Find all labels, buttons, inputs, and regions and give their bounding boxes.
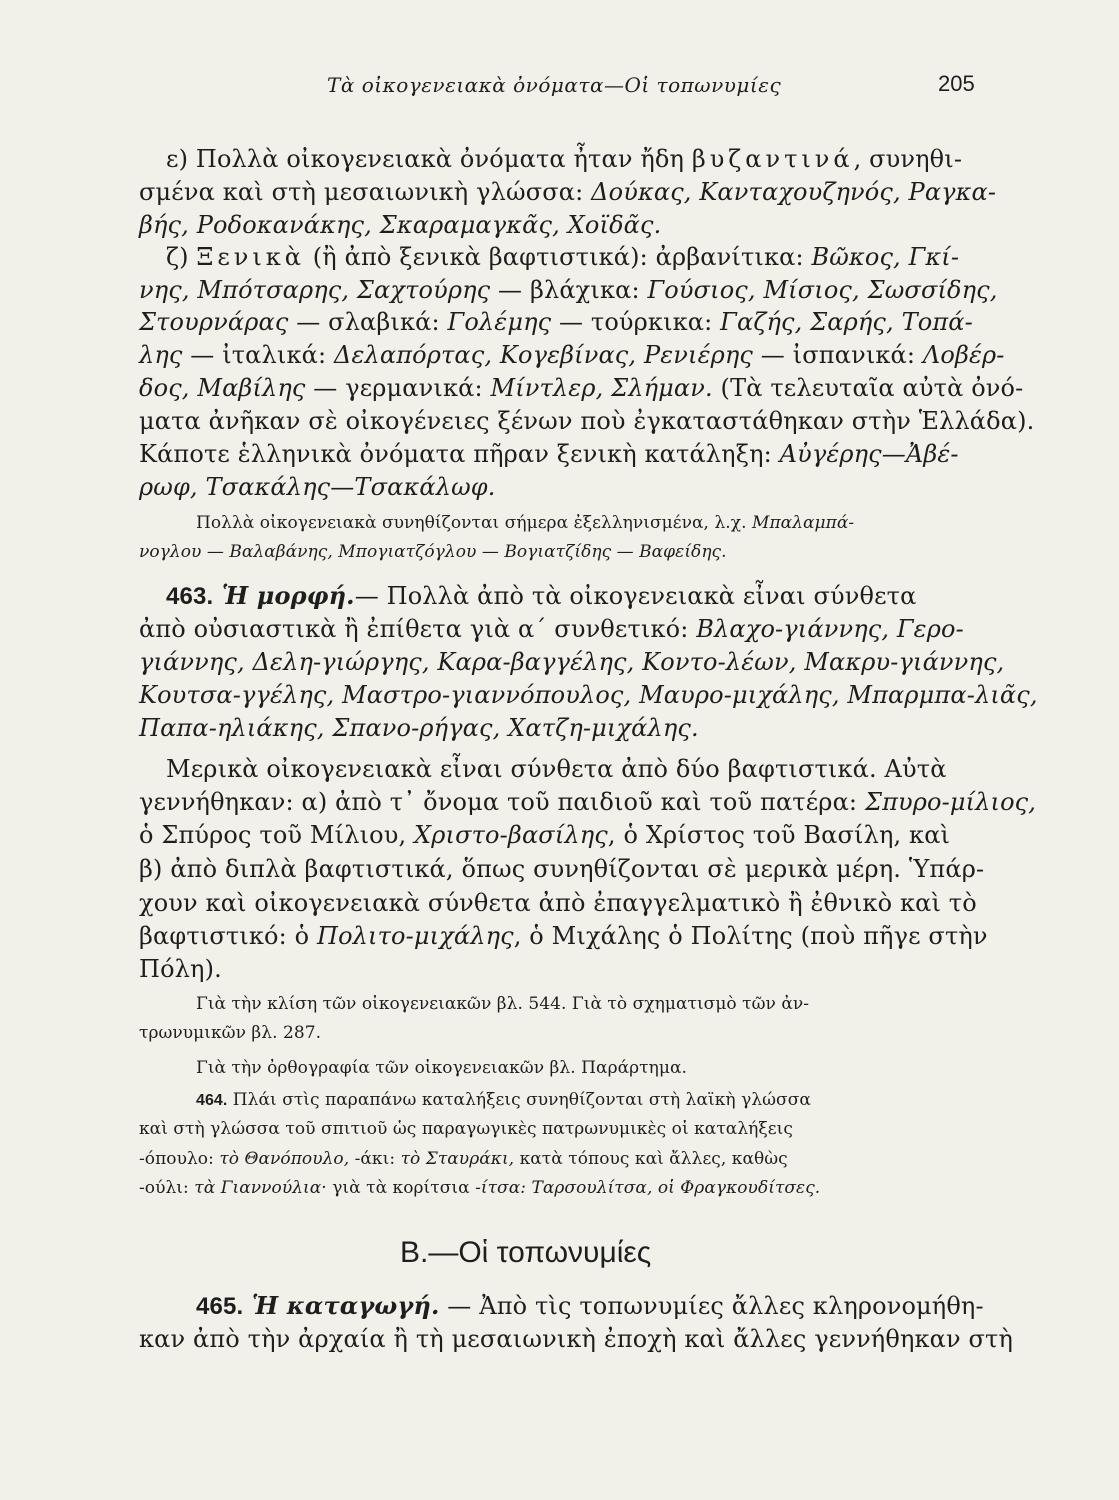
italic-text: τὸ Σταυράκι, xyxy=(400,1149,515,1169)
text-run: -άκι: xyxy=(354,1149,401,1169)
text-run: (Τὰ τελευταῖα αὐτὰ ὀνό- xyxy=(712,374,1024,402)
running-title: Τὰ οἰκογενειακὰ ὀνόματα—Οἱ τοπωνυμίες xyxy=(327,73,782,97)
text-run: -όπουλο: xyxy=(139,1149,220,1169)
text-line: ρωφ, Τσακάλης—Τσακάλωφ. xyxy=(139,473,496,501)
footnote-line: Γιὰ τὴν ὀρθογραφία τῶν οἰκογενειακῶν βλ. Παράρτημα. xyxy=(196,1058,687,1078)
italic-text: Δούκας, Κανταχουζηνός, Ραγκα- xyxy=(591,178,997,206)
footnote-line: καὶ στὴ γλώσσα τοῦ σπιτιοῦ ὡς παραγωγικὲς πατρωνυμικὲς οἱ καταλήξεις xyxy=(139,1119,793,1139)
text-line xyxy=(166,147,962,171)
text-run: Κάποτε ἑλληνικὰ ὀνόματα πῆραν ξενικὴ κατάληξη: xyxy=(139,440,780,468)
text-line: χουν καὶ οἰκογενειακὰ σύνθετα ἀπὸ ἐπαγγελματικὸ ἢ ἐθνικὸ καὶ τὸ xyxy=(139,889,977,917)
text-run: — Πολλὰ ἀπὸ τὰ οἰκογενειακὰ εἶναι σύνθετα xyxy=(354,582,917,610)
italic-text: δος, Μαβίλης xyxy=(139,374,306,402)
text-run: σμένα καὶ στὴ μεσαιωνικὴ γλώσσα: xyxy=(139,178,592,206)
footnote-line: Γιὰ τὴν κλίση τῶν οἰκογενειακῶν βλ. 544. Γιὰ τὸ σχηματισμὸ τῶν ἀν- xyxy=(196,994,810,1014)
text-run: — βλάχικα: xyxy=(490,276,648,304)
text-line xyxy=(139,617,964,641)
text-run: — Ἀπὸ τὶς τοπωνυμίες ἄλλες κληρονομήθη- xyxy=(439,1292,984,1320)
text-line: καν ἀπὸ τὴν ἀρχαία ἢ τὴ μεσαιωνικὴ ἐποχὴ καὶ ἄλλες γεννήθηκαν στὴ xyxy=(139,1325,1013,1353)
text-run: ἀπὸ οὐσιαστικὰ ἢ ἐπίθετα γιὰ α΄ συνθετικό: xyxy=(139,615,697,643)
text-run: Πλάι στὶς παραπάνω καταλήξεις συνηθίζονται στὴ λαϊκὴ γλώσσα xyxy=(227,1090,811,1110)
footnote-line xyxy=(139,1180,820,1197)
text-run: κατὰ τόπους καὶ ἄλλες, καθὼς xyxy=(514,1149,788,1169)
italic-text: Λοβέρ- xyxy=(922,341,1005,369)
text-line: βής, Ροδοκανάκης, Σκαραμαγκᾶς, Χοϊδᾶς. xyxy=(139,211,662,239)
text-line xyxy=(139,310,973,334)
paragraph-463-start xyxy=(166,581,917,610)
italic-text: Γούσιος, Μίσιος, Σωσσίδης, xyxy=(647,276,998,304)
text-line xyxy=(139,180,996,204)
text-run: γιὰ τὰ κορίτσια xyxy=(326,1178,476,1198)
paragraph-heading: Ἡ μορφή. xyxy=(213,581,355,610)
text-line xyxy=(139,442,959,466)
text-run: , ὁ Μιχάλης ὁ Πολίτης (ποὺ πῆγε στὴν xyxy=(513,922,988,950)
text-run: — σλαβικά: xyxy=(288,308,448,336)
italic-text: Μπαλαμπά- xyxy=(751,513,855,533)
text-run: — τούρκικα: xyxy=(551,308,721,336)
text-line: Παπα-ηλιάκης, Σπανο-ρήγας, Χατζη-μιχάλης. xyxy=(139,714,699,742)
paragraph-465-start xyxy=(196,1291,984,1320)
footnote-line xyxy=(196,1092,811,1109)
italic-text: Χριστο-βασίλης xyxy=(414,821,608,849)
text-line xyxy=(139,823,950,847)
italic-text: Πολιτο-μιχάλης xyxy=(317,922,514,950)
footnote-line: νογλου — Βαλαβάνης, Μπογιατζόγλου — Βογιατζίδης — Βαφείδης. xyxy=(139,542,727,562)
text-line: Πόλη). xyxy=(139,955,222,983)
text-line: ματα ἀνῆκαν σὲ οἰκογένειες ξένων ποὺ ἐγκαταστάθηκαν στὴν Ἑλλάδα). xyxy=(139,407,1035,435)
spaced-text: βυζαντινά xyxy=(691,145,854,173)
text-line: Μερικὰ οἰκογενειακὰ εἶναι σύνθετα ἀπὸ δύο βαφτιστικά. Αὐτὰ xyxy=(166,755,947,783)
text-line xyxy=(139,343,1005,367)
italic-text: τὰ Γιαννούλια· xyxy=(194,1178,327,1198)
text-run: , συνηθι- xyxy=(853,145,963,173)
text-run: ζ) xyxy=(166,243,197,271)
italic-text: Αὐγέρης—Ἀβέ- xyxy=(779,440,959,468)
italic-text: Βλαχο-γιάννης, Γερο- xyxy=(696,615,964,643)
italic-text: Δελαπόρτας, Κογεβίνας, Ρενιέρης xyxy=(333,341,753,369)
italic-text: -ίτσα: Ταρσουλίτσα, οἱ Φραγκουδίτσες. xyxy=(475,1178,821,1198)
footnote-line: τρωνυμικῶν βλ. 287. xyxy=(139,1023,322,1043)
text-run: γεννήθηκαν: α) ἀπὸ τ᾽ ὄνομα τοῦ παιδιοῦ καὶ τοῦ πατέρα: xyxy=(139,788,865,816)
text-run: Πολλὰ οἰκογενειακὰ συνηθίζονται σήμερα ἐξελληνισμένα, λ.χ. xyxy=(196,513,752,533)
text-line xyxy=(139,376,1023,400)
text-line xyxy=(139,278,998,302)
section-heading: Β.—Οἱ τοπωνυμίες xyxy=(400,1236,652,1269)
italic-text: Γαζής, Σαρής, Τοπά- xyxy=(720,308,973,336)
text-line xyxy=(139,924,988,948)
italic-text: Γολέμης xyxy=(447,308,552,336)
text-run: — ἰταλικά: xyxy=(182,341,334,369)
italic-text: νης, Μπότσαρης, Σαχτούρης xyxy=(139,276,491,304)
text-run: ὁ Σπύρος τοῦ Μίλιου, xyxy=(139,821,415,849)
text-line xyxy=(139,790,1036,814)
italic-text: Βῶκος, Γκί- xyxy=(811,243,960,271)
text-run: (ἢ ἀπὸ ξενικὰ βαφτιστικά): ἀρβανίτικα: xyxy=(304,243,812,271)
paragraph-number: 465. xyxy=(196,1293,244,1320)
text-line: Κουτσα-γγέλης, Μαστρο-γιαννόπουλος, Μαυρο-μιχάλης, Μπαρμπα-λιᾶς, xyxy=(139,681,1038,709)
footnote-line xyxy=(139,1151,788,1168)
text-line xyxy=(166,245,959,269)
text-run: — γερμανικά: xyxy=(305,374,491,402)
page-number: 205 xyxy=(938,71,975,96)
text-line: β) ἀπὸ διπλὰ βαφτιστικά, ὅπως συνηθίζονται σὲ μερικὰ μέρη. Ὑπάρ- xyxy=(139,855,985,883)
text-run: , ὁ Χρίστος τοῦ Βασίλη, καὶ xyxy=(607,821,951,849)
italic-text: Μίντλερ, Σλήμαν. xyxy=(490,374,713,402)
paragraph-number: 464. xyxy=(196,1092,228,1109)
text-run: -ούλι: xyxy=(139,1178,195,1198)
italic-text: Στουρνάρας xyxy=(139,308,289,336)
italic-text: τὸ Θανόπουλο, xyxy=(219,1149,355,1169)
italic-text: λης xyxy=(139,341,183,369)
text-run: ε) Πολλὰ οἰκογενειακὰ ὀνόματα ἦταν ἤδη xyxy=(166,145,692,173)
italic-text: Σπυρο-μίλιος, xyxy=(864,788,1037,816)
text-line: γιάννης, Δελη-γιώργης, Καρα-βαγγέλης, Κοντο-λέων, Μακρυ-γιάννης, xyxy=(139,648,1005,676)
footnote-line xyxy=(196,515,854,532)
spaced-text: Ξενικὰ xyxy=(196,243,305,271)
paragraph-number: 463. xyxy=(166,583,214,610)
text-run: βαφτιστικό: ὁ xyxy=(139,922,317,950)
paragraph-heading: Ἡ καταγωγή. xyxy=(243,1291,440,1320)
text-run: — ἰσπανικά: xyxy=(753,341,923,369)
